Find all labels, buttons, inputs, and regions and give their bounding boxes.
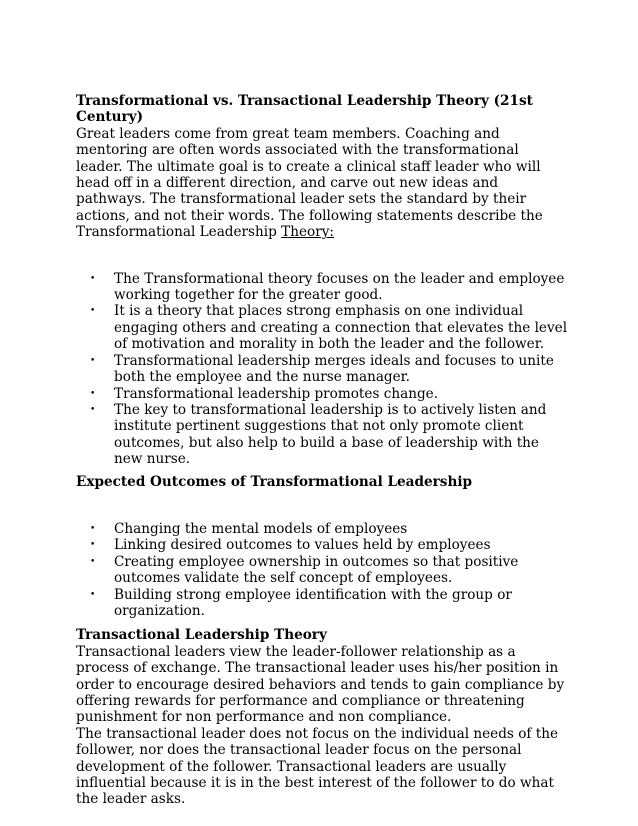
- list-item-text: Changing the mental models of employees: [114, 520, 408, 537]
- list-item: [76, 587, 568, 620]
- intro-text: Great leaders come from great team members. Coaching and mentoring are often words associated with the transformational leader. The ultimate goal is to create a clinical staff leader who will head off in a different direction, and carve out new ideas and pathways. The transformational leader sets the standard by their actions, and not their words. The following statements describe the Transformational Leadership: [76, 125, 543, 241]
- bullet-icon: •: [90, 556, 96, 567]
- transactional-paragraph-1: Transactional leaders view the leader-follower relationship as a process of exchange. The transactional leader uses his/her position in order to encourage desired behaviors and tends to gain compliance by offering rewards for performance and compliance or threatening punishment for non performance and non compliance.: [76, 643, 565, 726]
- bullet-icon: •: [90, 540, 96, 551]
- list-item-text: The Transformational theory focuses on the leader and employee working together for the greater good.: [114, 270, 565, 304]
- transactional-paragraph-2: The transactional leader does not focus on the individual needs of the follower, nor does the transactional leader focus on the personal development of the follower. Transactional leaders are usually influential because it is in the best interest of the follower to do what the leader asks.: [76, 725, 559, 808]
- bullet-icon: •: [90, 404, 96, 415]
- list-item: [76, 554, 568, 587]
- section-heading-expected-outcomes: Expected Outcomes of Transformational Leadership: [76, 473, 473, 490]
- list-item: [76, 537, 568, 553]
- bullet-icon: •: [90, 355, 96, 366]
- list-item: [76, 521, 568, 537]
- list-item: [76, 386, 568, 402]
- intro-paragraph: [76, 126, 568, 241]
- transformational-theory-list: [76, 271, 568, 468]
- list-item: [76, 402, 568, 468]
- expected-outcomes-list: [76, 521, 568, 619]
- bullet-icon: •: [90, 388, 96, 399]
- list-item-text: It is a theory that places strong emphasis on one individual engaging others and creating a connection that elevates the level of motivation and morality in both the leader and the follower.: [114, 303, 568, 353]
- bullet-icon: •: [90, 273, 96, 284]
- document-page: [76, 93, 568, 808]
- list-item: [76, 353, 568, 386]
- list-item-text: Transformational leadership promotes change.: [114, 385, 439, 402]
- bullet-icon: •: [90, 589, 96, 600]
- section-heading-transactional-theory: Transactional Leadership Theory: [76, 627, 327, 644]
- list-item-text: The key to transformational leadership is to actively listen and institute pertinent suggestions that not only promote client outcomes, but also help to build a base of leadership with the new nurse.: [114, 401, 547, 468]
- section-heading-leadership-theory: Transformational vs. Transactional Leadership Theory (21st Century): [76, 93, 533, 126]
- list-item: [76, 303, 568, 352]
- list-item-text: Transformational leadership merges ideals and focuses to unite both the employee and the nurse manager.: [114, 352, 554, 386]
- list-item-text: Building strong employee identification with the group or organization.: [114, 586, 512, 619]
- theory-link[interactable]: Theory:: [281, 224, 334, 241]
- list-item-text: Linking desired outcomes to values held by employees: [114, 537, 491, 554]
- bullet-icon: •: [90, 523, 96, 534]
- list-item-text: Creating employee ownership in outcomes so that positive outcomes validate the self concept of employees.: [114, 553, 519, 587]
- list-item: [76, 271, 568, 304]
- bullet-icon: •: [90, 306, 96, 317]
